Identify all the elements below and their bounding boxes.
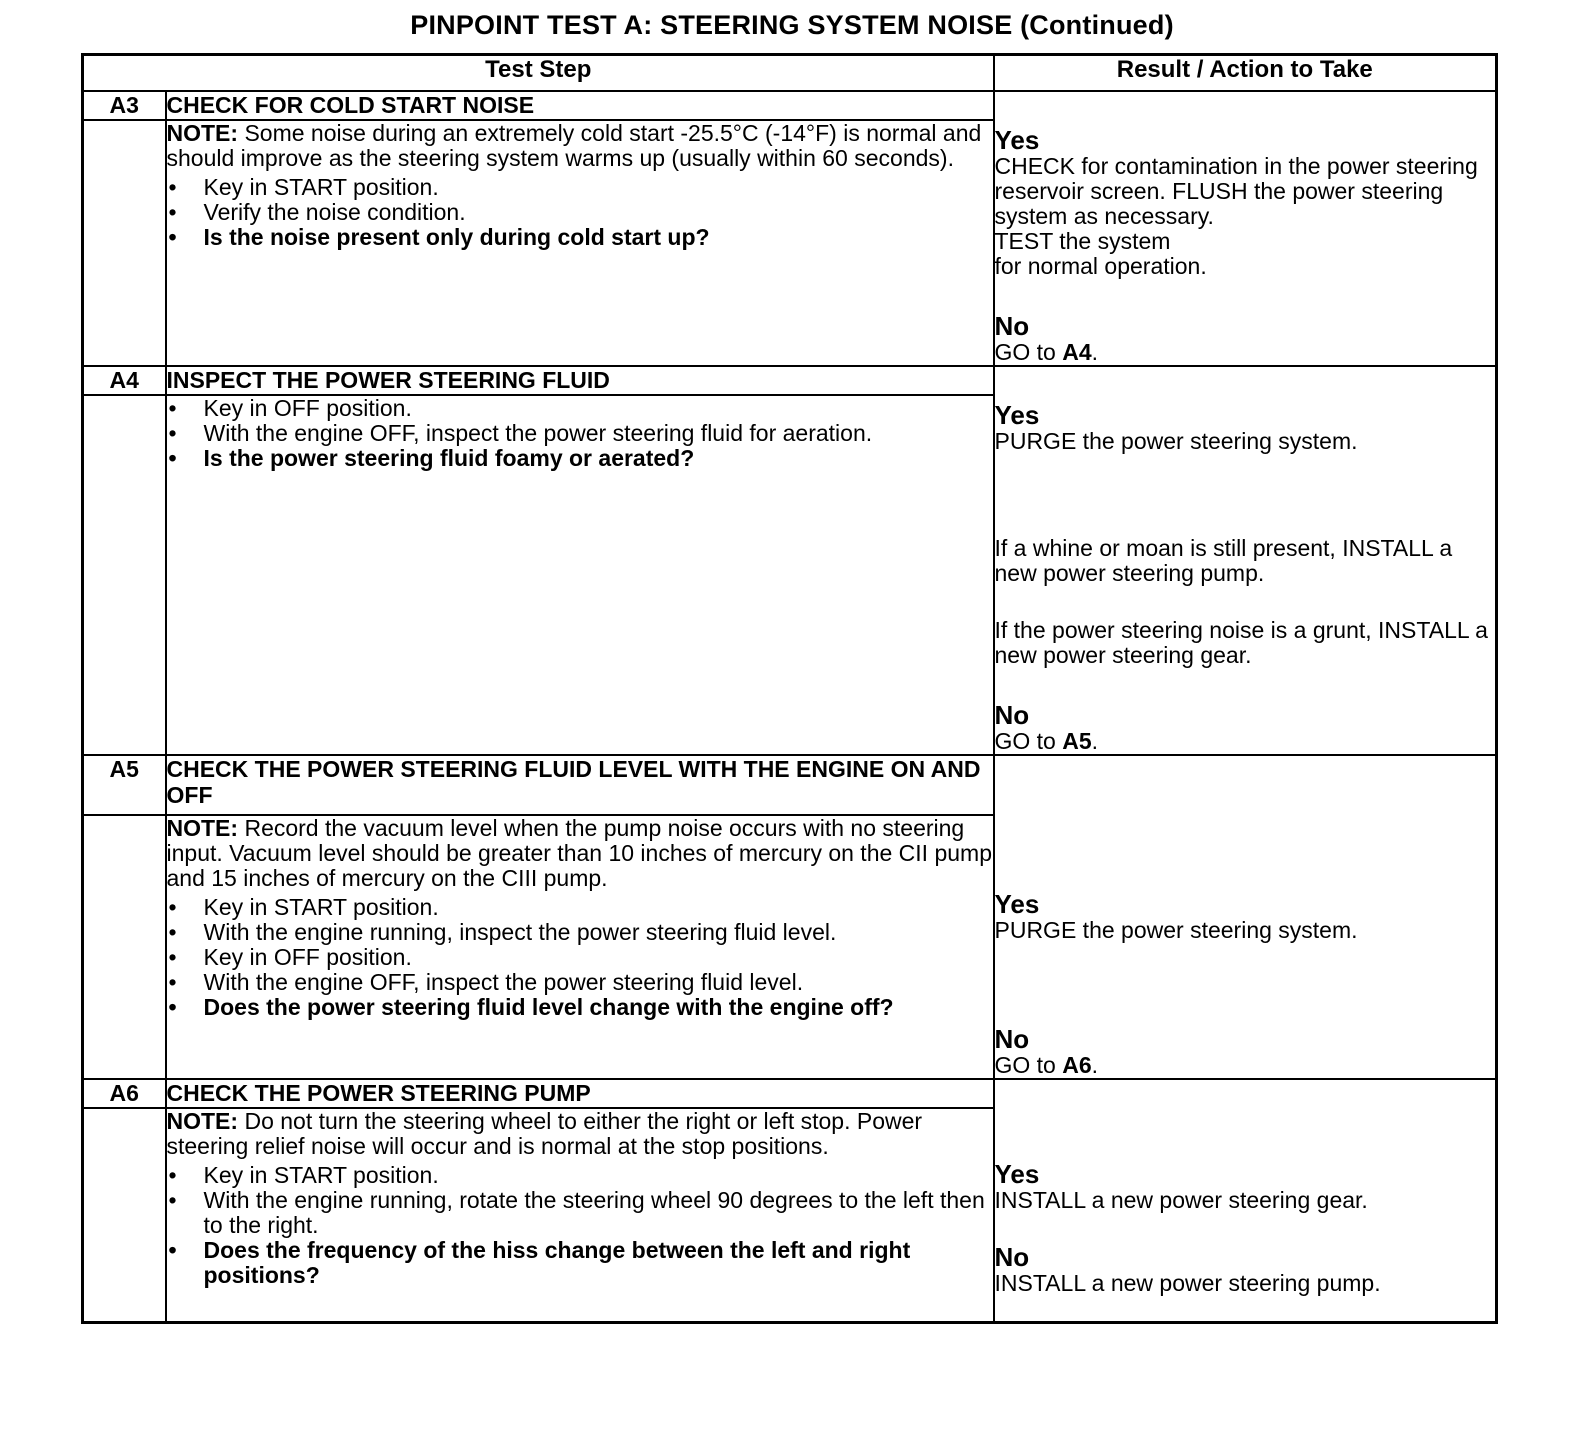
result-header: Result / Action to Take bbox=[994, 55, 1497, 92]
step-body bbox=[166, 120, 994, 366]
list-item: • Verify the noise condition. bbox=[167, 200, 993, 225]
step-title: CHECK THE POWER STEERING FLUID LEVEL WITH THE ENGINE ON AND OFF bbox=[166, 755, 994, 815]
step-question: • Is the power steering fluid foamy or aerated? bbox=[167, 446, 993, 471]
yes-label: Yes bbox=[994, 125, 1040, 155]
step-body bbox=[166, 1108, 994, 1322]
step-question: • Does the frequency of the hiss change between the left and right positions? bbox=[167, 1238, 993, 1288]
list-item: • With the engine OFF, inspect the power steering fluid for aeration. bbox=[167, 421, 993, 446]
grunt-action: If the power steering noise is a grunt, INSTALL a new power steering gear. bbox=[994, 617, 1488, 668]
yes-action: CHECK for contamination in the power steering reservoir screen. FLUSH the power steering system as necessary. bbox=[994, 153, 1478, 229]
no-label: No bbox=[994, 1242, 1030, 1272]
step-title: INSPECT THE POWER STEERING FLUID bbox=[166, 366, 994, 395]
no-action: GO to A6. bbox=[994, 1052, 1099, 1078]
step-a3-result bbox=[994, 91, 1497, 366]
step-a3-title-row bbox=[83, 91, 1497, 120]
step-a4-title-row bbox=[83, 366, 1497, 395]
yes-label: Yes bbox=[994, 889, 1040, 919]
step-question: • Is the noise present only during cold start up? bbox=[167, 225, 993, 250]
step-bullets bbox=[167, 396, 993, 471]
step-id: A4 bbox=[83, 366, 166, 395]
yes-label: Yes bbox=[994, 1159, 1040, 1189]
list-item: • Key in OFF position. bbox=[167, 396, 993, 421]
step-body bbox=[166, 815, 994, 1079]
yes-action-test-cont: for normal operation. bbox=[994, 253, 1207, 279]
list-item: • Key in START position. bbox=[167, 1163, 993, 1188]
yes-action: INSTALL a new power steering gear. bbox=[994, 1187, 1368, 1213]
list-item: • Key in OFF position. bbox=[167, 945, 993, 970]
step-a5-result bbox=[994, 755, 1497, 1079]
no-action: INSTALL a new power steering pump. bbox=[994, 1270, 1381, 1296]
step-title: CHECK THE POWER STEERING PUMP bbox=[166, 1079, 994, 1108]
step-note: NOTE: Some noise during an extremely cold start -25.5°C (-14°F) is normal and should improve as the steering system warms up (usually within 60 seconds). bbox=[166, 120, 982, 171]
step-question: • Does the power steering fluid level change with the engine off? bbox=[167, 995, 993, 1020]
yes-action: PURGE the power steering system. bbox=[994, 917, 1358, 943]
yes-action: PURGE the power steering system. bbox=[994, 428, 1358, 454]
no-label: No bbox=[994, 700, 1030, 730]
no-action: GO to A5. bbox=[994, 728, 1099, 754]
yes-action-test: TEST the system bbox=[994, 228, 1171, 254]
step-bullets bbox=[167, 1163, 993, 1288]
step-body bbox=[166, 395, 994, 755]
step-note: NOTE: Record the vacuum level when the pump noise occurs with no steering input. Vacuum level should be greater than 10 inches of mercury on the CII pump and 15 inches of mercury on the CIII pump. bbox=[166, 815, 992, 891]
step-a4-result bbox=[994, 366, 1497, 755]
no-label: No bbox=[994, 1024, 1030, 1054]
step-bullets bbox=[167, 175, 993, 250]
step-a6-result bbox=[994, 1079, 1497, 1322]
yes-label: Yes bbox=[994, 400, 1040, 430]
list-item: • With the engine OFF, inspect the power steering fluid level. bbox=[167, 970, 993, 995]
no-action: GO to A4. bbox=[994, 339, 1099, 365]
step-a5-title-row bbox=[83, 755, 1497, 815]
list-item: • With the engine running, rotate the steering wheel 90 degrees to the left then to the right. bbox=[167, 1188, 993, 1238]
step-id: A3 bbox=[83, 91, 166, 120]
step-id: A5 bbox=[83, 755, 166, 815]
step-note: NOTE: Do not turn the steering wheel to either the right or left stop. Power steering relief noise will occur and is normal at the stop positions. bbox=[166, 1108, 923, 1159]
header-row bbox=[83, 55, 1497, 92]
step-id: A6 bbox=[83, 1079, 166, 1108]
test-step-header: Test Step bbox=[83, 55, 994, 92]
pinpoint-test-table bbox=[81, 53, 1498, 1324]
whine-action: If a whine or moan is still present, INSTALL a new power steering pump. bbox=[994, 535, 1453, 586]
list-item: • With the engine running, inspect the power steering fluid level. bbox=[167, 920, 993, 945]
list-item: • Key in START position. bbox=[167, 895, 993, 920]
page-title: PINPOINT TEST A: STEERING SYSTEM NOISE (Continued) bbox=[410, 10, 1174, 40]
list-item: • Key in START position. bbox=[167, 175, 993, 200]
step-a6-title-row bbox=[83, 1079, 1497, 1108]
step-bullets bbox=[167, 895, 993, 1020]
no-label: No bbox=[994, 311, 1030, 341]
step-title: CHECK FOR COLD START NOISE bbox=[166, 91, 994, 120]
